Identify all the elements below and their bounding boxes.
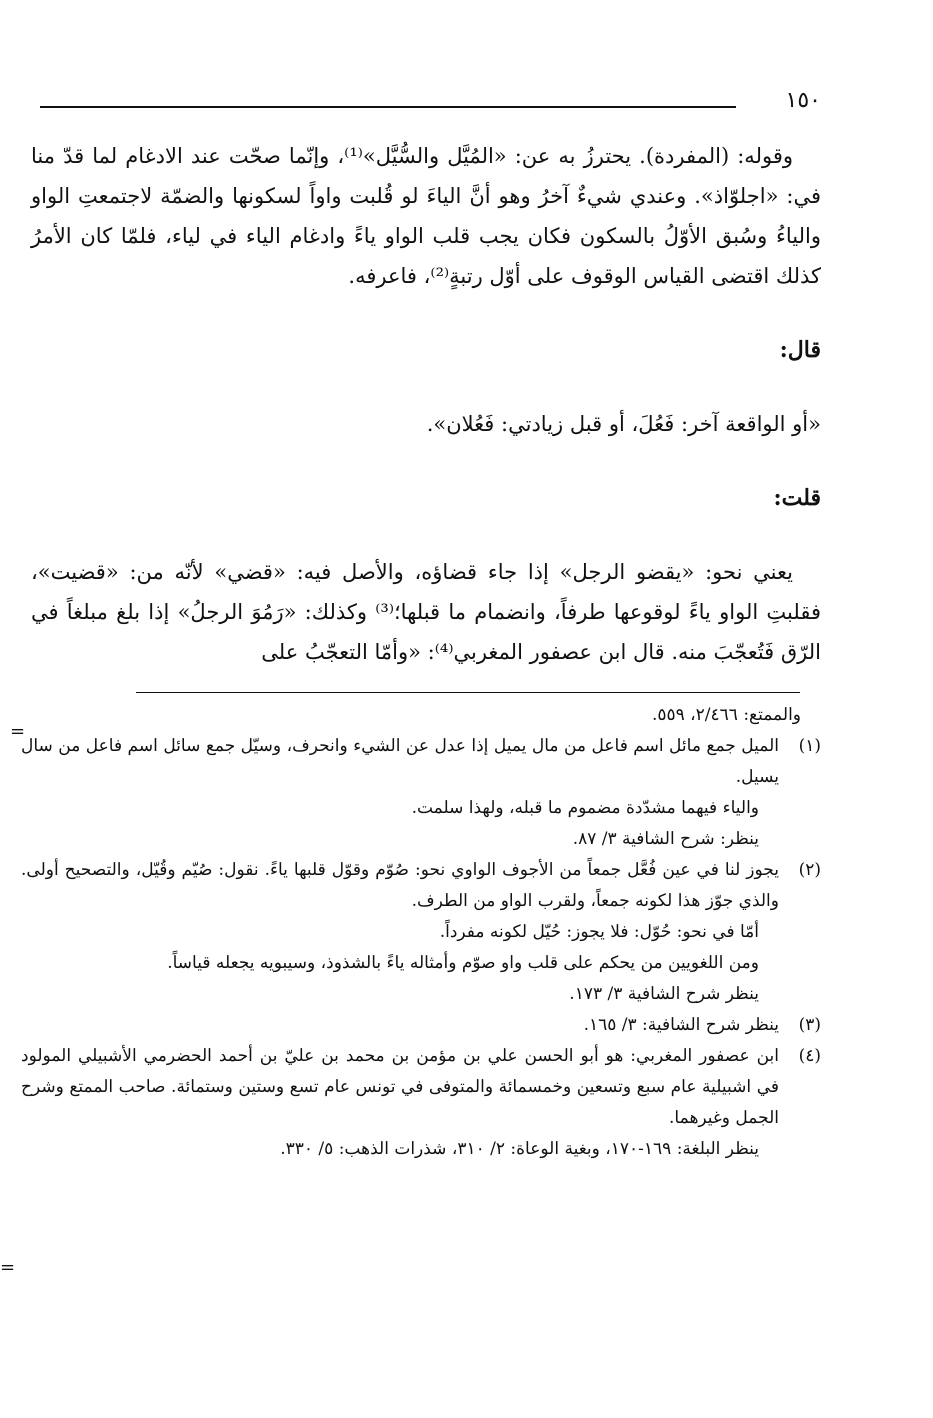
header-rule [40,106,736,108]
footnote-text: الميل جمع مائل اسم فاعل من مال يميل إذا عدل عن الشيء وانحرف، وسيّل جمع سائل اسم فاعل من سال يسيل. [21,736,779,787]
footnote-text: ابن عصفور المغربي: هو أبو الحسن علي بن مؤمن بن محمد بن عليّ بن أحمد الحضرمي الأشبيلي المولود في اشبيلية عام سبع وتسعين وخمسمائة والمتوفى في تونس عام تسع وستين وستمائة. صاحب الممتع وشرح الجمل وغيرهما. [21,1046,779,1128]
paragraph-2: يعني نحو: «يقضو الرجل» إذا جاء قضاؤه، والأصل فيه: «قضي» لأنّه من: «قضيت»، فقلبتِ الواو ياءً لوقوعها طرفاً، وانضمام ما قبلها؛⁽³⁾ وكذلك: «رَمُوَ الرجلُ» إذا بلغ مبلغاً في الرّق فَتُعجّبَ منه. قال ابن عصفور المغربي⁽⁴⁾: «وأمّا التعجّبُ على [31,560,821,664]
page-number: ١٥٠ [785,88,821,113]
footnote-number: (٣) [798,1015,821,1035]
footnote-subline: والياء فيهما مشدّدة مضموم ما قبله، ولهذا سلمت. [411,798,759,818]
footnote-number: (١) [798,736,821,756]
footnote-4 [21,1041,821,1134]
footnote-reference: ينظر البلغة: ١٦٩-١٧٠، وبغية الوعاة: ٢/ ٣١٠، شذرات الذهب: ٥/ ٣٣٠. [280,1139,759,1159]
footnote-3 [21,1010,821,1041]
heading-qala: قال: [779,337,821,363]
footnote-rule [136,692,800,693]
paragraph-1: وقوله: (المفردة). يحترزُ به عن: «المُيَّل والسُّيَّل»⁽¹⁾، وإنّما صحّت عند الادغام لما قدّ منا في: «اجلوّاذ». وعندي شيءٌ آخرُ وهو أنَّ الياءَ لو قُلبت واواً لسكونها والضمّة لاجتمعتِ الواو والياءُ وسُبق الأوّلُ بالسكون فكان يجب قلب الواو ياءً وادغام الياء في لياء، فلمّا كان الأمرُ كذلك اقتضى القياس الوقوف على أوّل رتبةٍ⁽²⁾، فاعرفه. [31,144,821,288]
footnotes [21,700,821,1165]
footnote-reference: ينظر: شرح الشافية ٣/ ٨٧. [572,829,759,849]
footnote-text: ينظر شرح الشافية: ٣/ ١٦٥. [583,1015,779,1035]
continuation-mark: = [0,1257,16,1278]
footnote-number: (٢) [798,860,821,880]
quote-1: «أو الواقعة آخر: فَعُلَ، أو قبل زيادتي: فَعُلان». [426,412,821,436]
spacer [31,444,821,478]
continuation-mark: = [10,721,26,742]
footnote-1 [21,731,821,793]
footnote-2 [21,855,821,917]
spacer [31,296,821,330]
footnote-continued: والممتع: ٢/٤٦٦، ٥٥٩. [651,705,801,725]
spacer [31,370,821,404]
heading-qultu: قلت: [773,485,821,511]
footnote-number: (٤) [798,1046,821,1066]
footnote-subline: أمّا في نحو: حُوّل: فلا يجوز: حُيّل لكونه مفرداً. [439,922,759,942]
spacer [31,518,821,552]
footnote-reference: ينظر شرح الشافية ٣/ ١٧٣. [569,984,759,1004]
footnote-subline: ومن اللغويين من يحكم على قلب واو صوّم وأمثاله ياءً بالشذوذ، وسيبويه يجعله قياساً. [167,953,759,973]
footnote-text: يجوز لنا في عين فُعَّل جمعاً من الأجوف الواوي نحو: صُوّم وقوّل قلبها ياءً. نقول: صُيّم وقُيّل، والتصحيح أولى. والذي جوّز هذا لكونه جمعاً، ولقرب الواو من الطرف. [21,860,780,911]
main-text [31,136,821,672]
